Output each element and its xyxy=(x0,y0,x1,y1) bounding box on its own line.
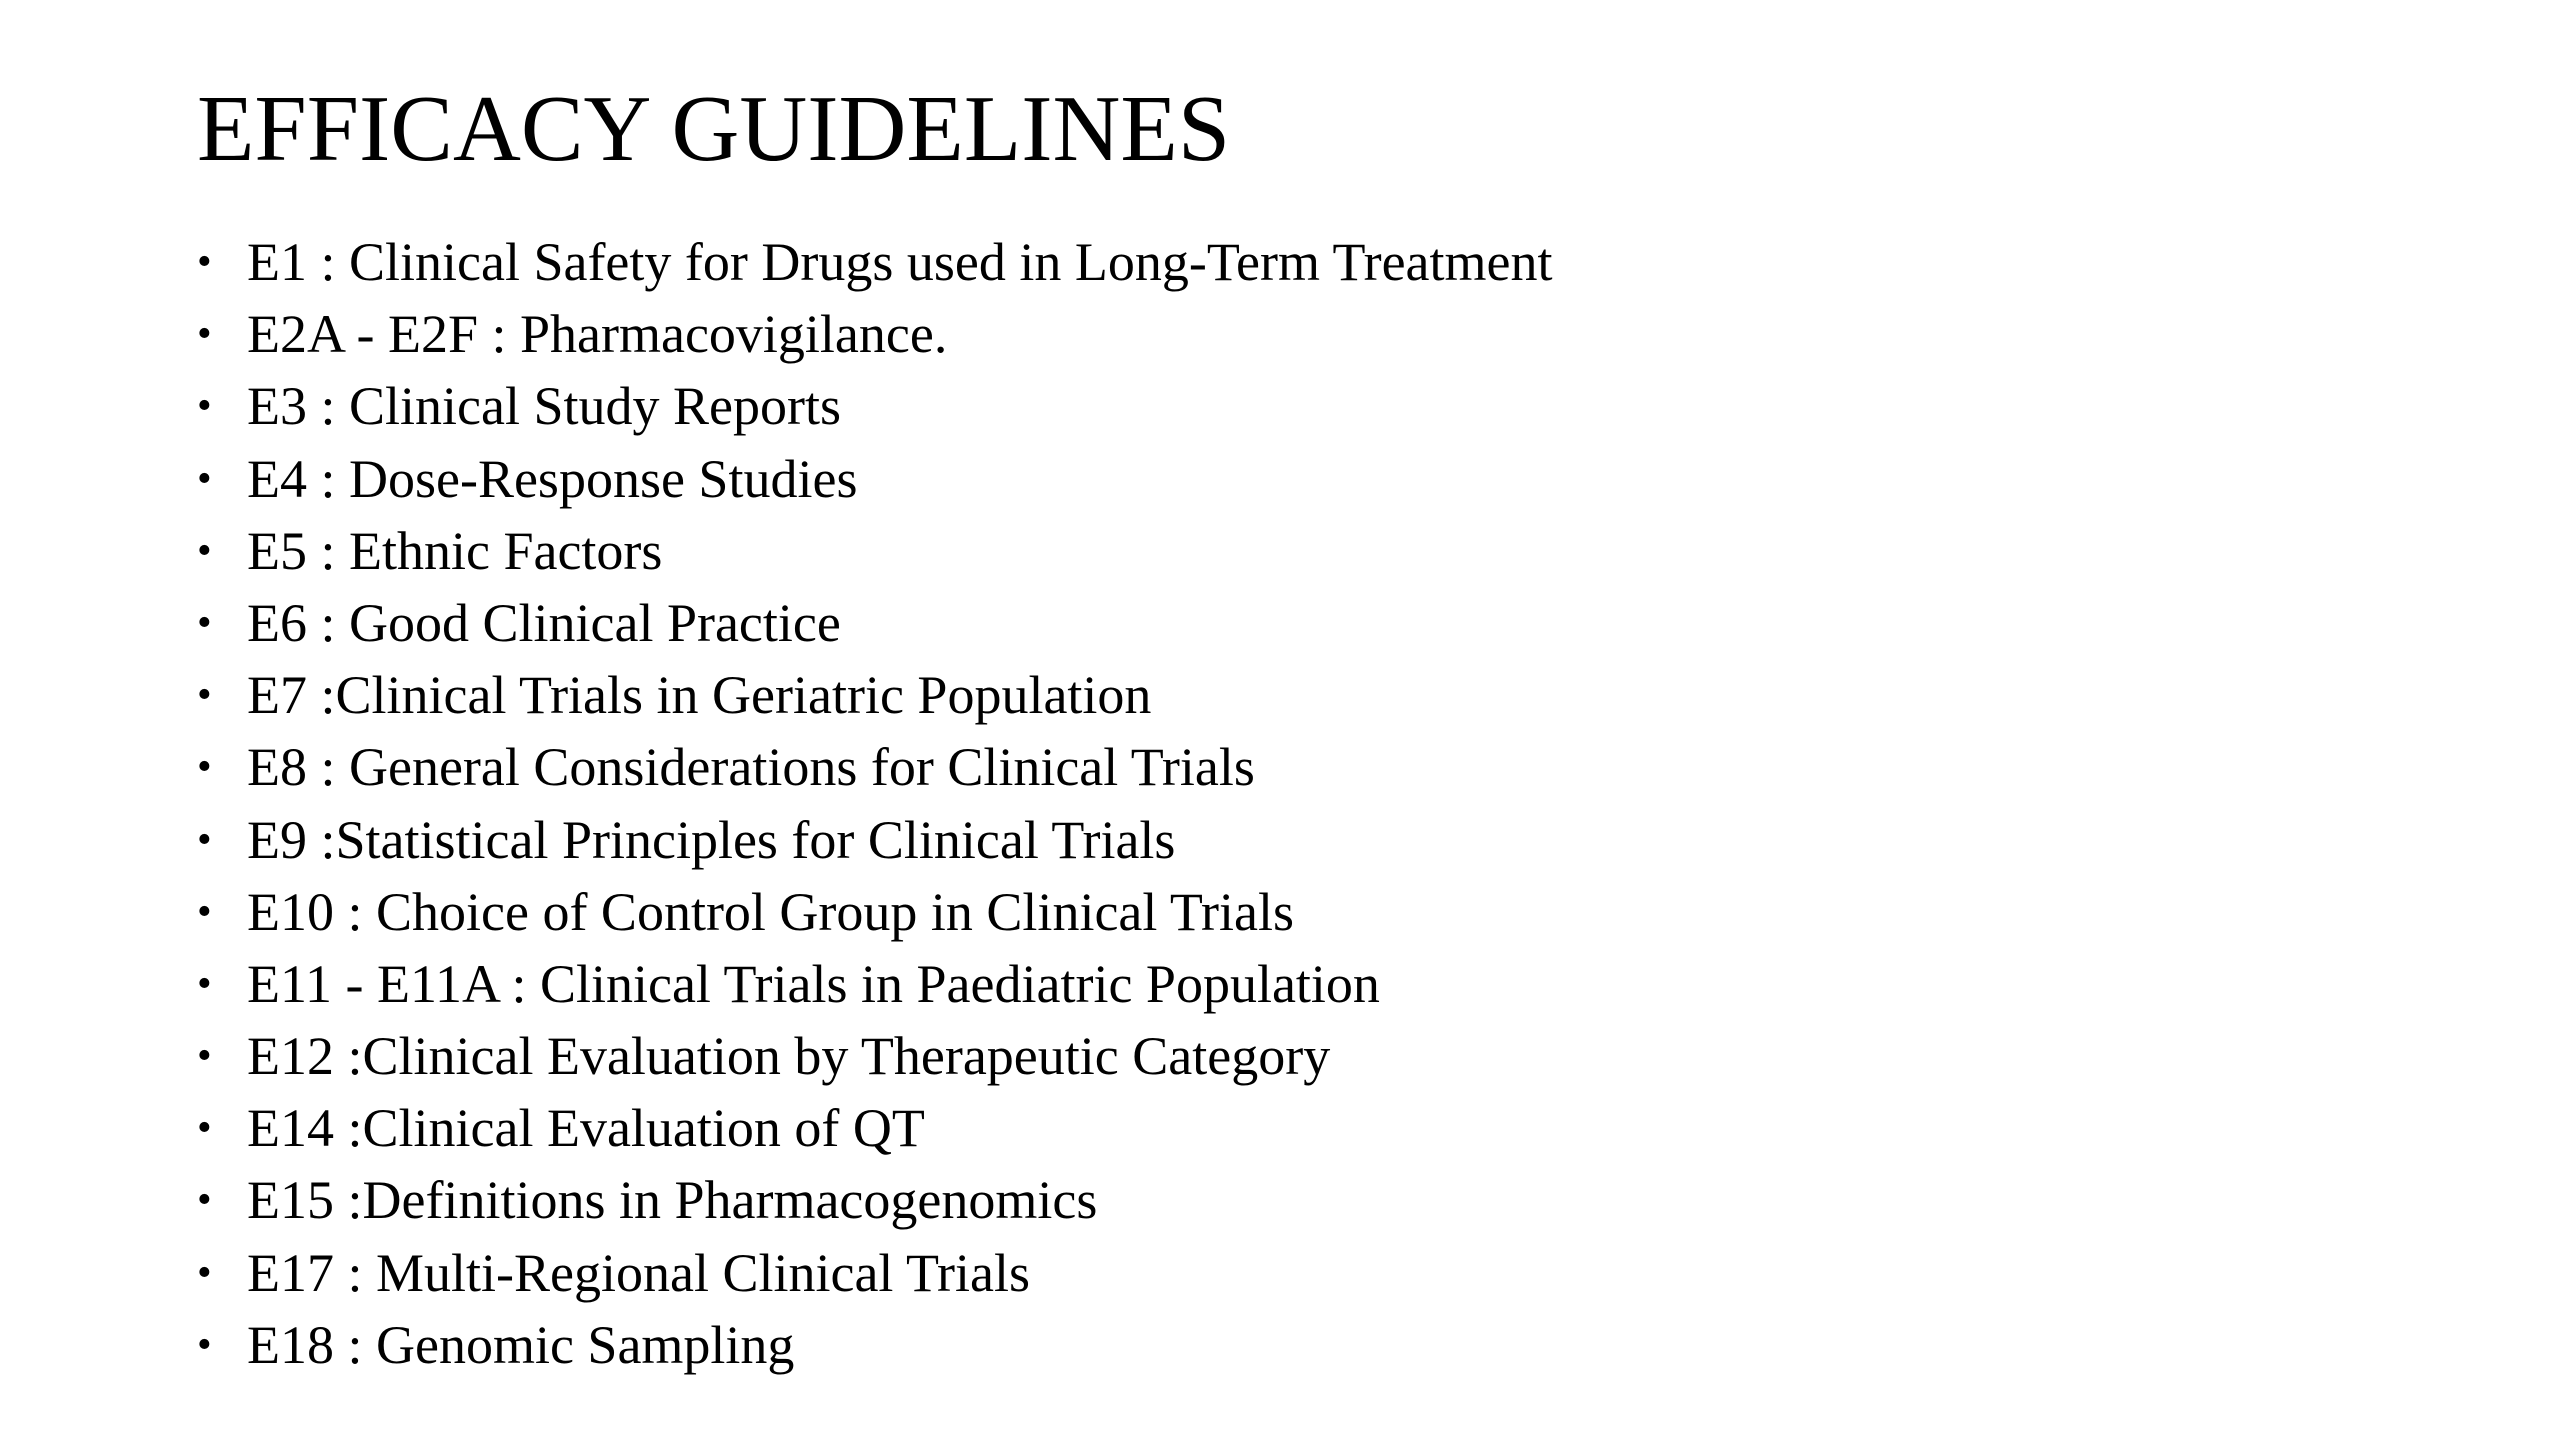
bullet-icon: • xyxy=(197,1033,212,1080)
bullet-icon: • xyxy=(197,888,212,935)
bullet-icon: • xyxy=(197,1177,212,1224)
bullet-icon: • xyxy=(197,1105,212,1152)
list-item-text: E17 : Multi-Regional Clinical Trials xyxy=(247,1242,1030,1303)
bullet-icon: • xyxy=(197,672,212,719)
bullet-icon: • xyxy=(197,455,212,502)
list-item-text: E4 : Dose-Response Studies xyxy=(247,448,858,509)
list-item-text: E3 : Clinical Study Reports xyxy=(247,376,841,437)
list-item-text: E18 : Genomic Sampling xyxy=(247,1314,795,1375)
bullet-icon: • xyxy=(197,383,212,430)
bullet-icon: • xyxy=(197,1321,212,1368)
list-item-text: E6 : Good Clinical Practice xyxy=(247,592,841,653)
bullet-icon: • xyxy=(197,311,212,358)
list-item-text: E2A - E2F : Pharmacovigilance. xyxy=(247,304,948,365)
list-item-text: E7 :Clinical Trials in Geriatric Population xyxy=(247,665,1152,726)
bullet-icon: • xyxy=(197,1249,212,1296)
list-item-text: E14 :Clinical Evaluation of QT xyxy=(247,1098,925,1159)
list-item-text: E11 - E11A : Clinical Trials in Paediatric Population xyxy=(247,953,1380,1014)
bullet-icon: • xyxy=(197,816,212,863)
list-item-text: E12 :Clinical Evaluation by Therapeutic Category xyxy=(247,1026,1331,1087)
bullet-icon: • xyxy=(197,239,212,285)
list-item-text: E1 : Clinical Safety for Drugs used in Long-Term Treatment xyxy=(247,232,1553,292)
bullet-icon: • xyxy=(197,527,212,574)
bullet-icon: • xyxy=(197,599,212,646)
list-item-text: E15 :Definitions in Pharmacogenomics xyxy=(247,1170,1098,1231)
list-item-text: E10 : Choice of Control Group in Clinical Trials xyxy=(247,881,1294,942)
list-item-text: E9 :Statistical Principles for Clinical Trials xyxy=(247,809,1176,870)
bullet-icon: • xyxy=(197,744,212,791)
bullet-icon: • xyxy=(197,960,212,1007)
slide-title: EFFICACY GUIDELINES xyxy=(197,77,1231,181)
list-item-text: E5 : Ethnic Factors xyxy=(247,520,663,581)
list-item-text: E8 : General Considerations for Clinical Trials xyxy=(247,737,1255,798)
